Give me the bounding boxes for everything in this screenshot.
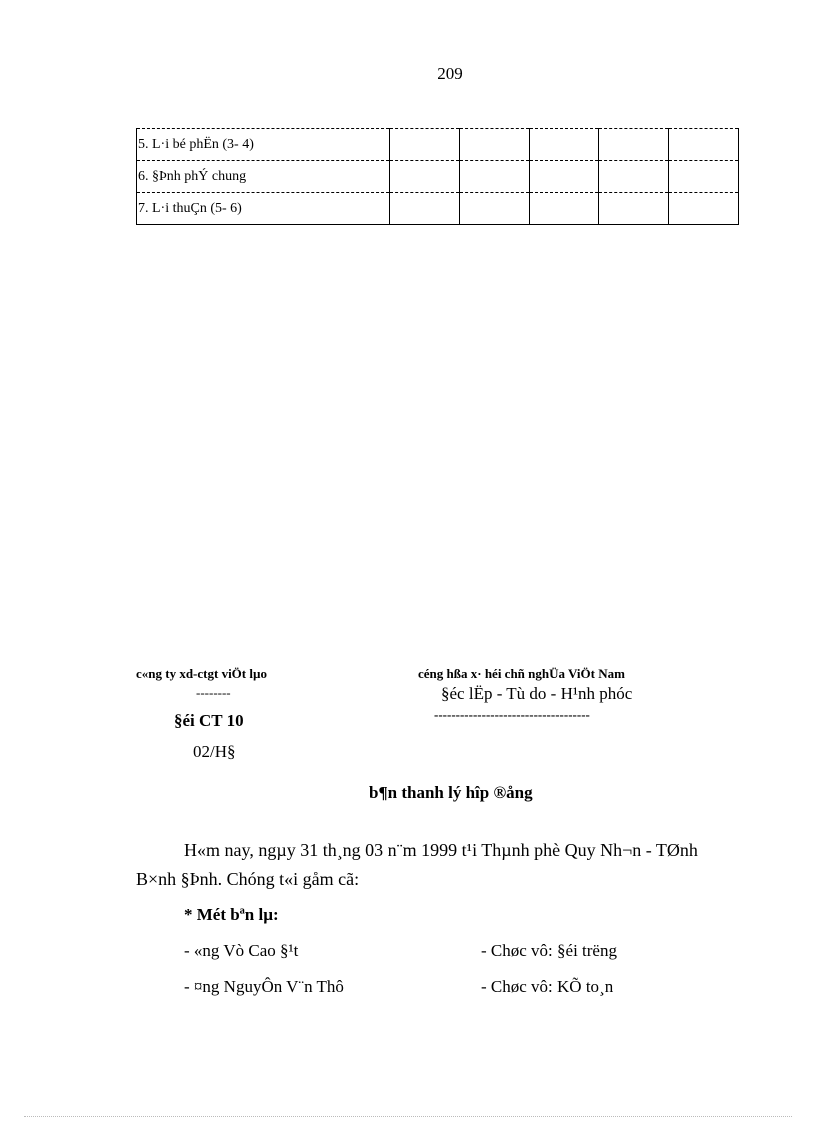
table-row xyxy=(137,161,739,193)
party-a-heading: * Mét bªn lµ: xyxy=(184,905,279,924)
person-1-role: - Chøc vô: §éi trëng xyxy=(481,941,617,960)
national-motto: §éc lËp - Tù do - H¹nh phóc xyxy=(441,684,633,703)
intro-line-1: H«m nay, ngµy 31 th¸ng 03 n¨m 1999 t¹i Thµnh phè Quy Nh¬n - TØnh xyxy=(184,840,698,860)
table-cell xyxy=(390,161,460,193)
table-cell xyxy=(459,129,529,161)
table-cell xyxy=(669,129,739,161)
team-name: §éi CT 10 xyxy=(174,711,244,730)
table-cell xyxy=(669,193,739,225)
footer-divider xyxy=(24,1116,792,1117)
person-2-name: - ¤ng NguyÔn V¨n Thô xyxy=(184,977,344,996)
table-cell xyxy=(529,129,599,161)
row-label: 5. L·i bé phËn (3- 4) xyxy=(137,129,390,161)
intro-line-2: B×nh §Þnh. Chóng t«i gåm cã: xyxy=(136,869,360,889)
table-cell xyxy=(529,161,599,193)
table-cell xyxy=(390,193,460,225)
table-cell xyxy=(459,161,529,193)
company-dashes: -------- xyxy=(196,685,231,700)
document-code: 02/H§ xyxy=(193,742,236,761)
row-label: 7. L·i thuÇn (5- 6) xyxy=(137,193,390,225)
row-label: 6. §Þnh phÝ chung xyxy=(137,161,390,193)
cost-table xyxy=(136,128,739,225)
table-cell xyxy=(599,193,669,225)
table-row xyxy=(137,193,739,225)
table-cell xyxy=(390,129,460,161)
table-row xyxy=(137,129,739,161)
nation-name: céng hßa x· héi chñ nghÜa ViÖt Nam xyxy=(418,666,625,681)
document-title: b¶n thanh lý hîp ®ång xyxy=(369,783,533,802)
company-name: c«ng ty xd-ctgt viÖt lµo xyxy=(136,666,267,681)
person-2-role: - Chøc vô: KÕ to¸n xyxy=(481,977,614,996)
table-cell xyxy=(459,193,529,225)
table-cell xyxy=(669,161,739,193)
table-cell xyxy=(529,193,599,225)
page-number: 209 xyxy=(437,64,463,83)
table-cell xyxy=(599,129,669,161)
person-1-name: - «ng Vò Cao §¹t xyxy=(184,941,299,960)
motto-dashes: ------------------------------------ xyxy=(434,707,590,722)
table-cell xyxy=(599,161,669,193)
